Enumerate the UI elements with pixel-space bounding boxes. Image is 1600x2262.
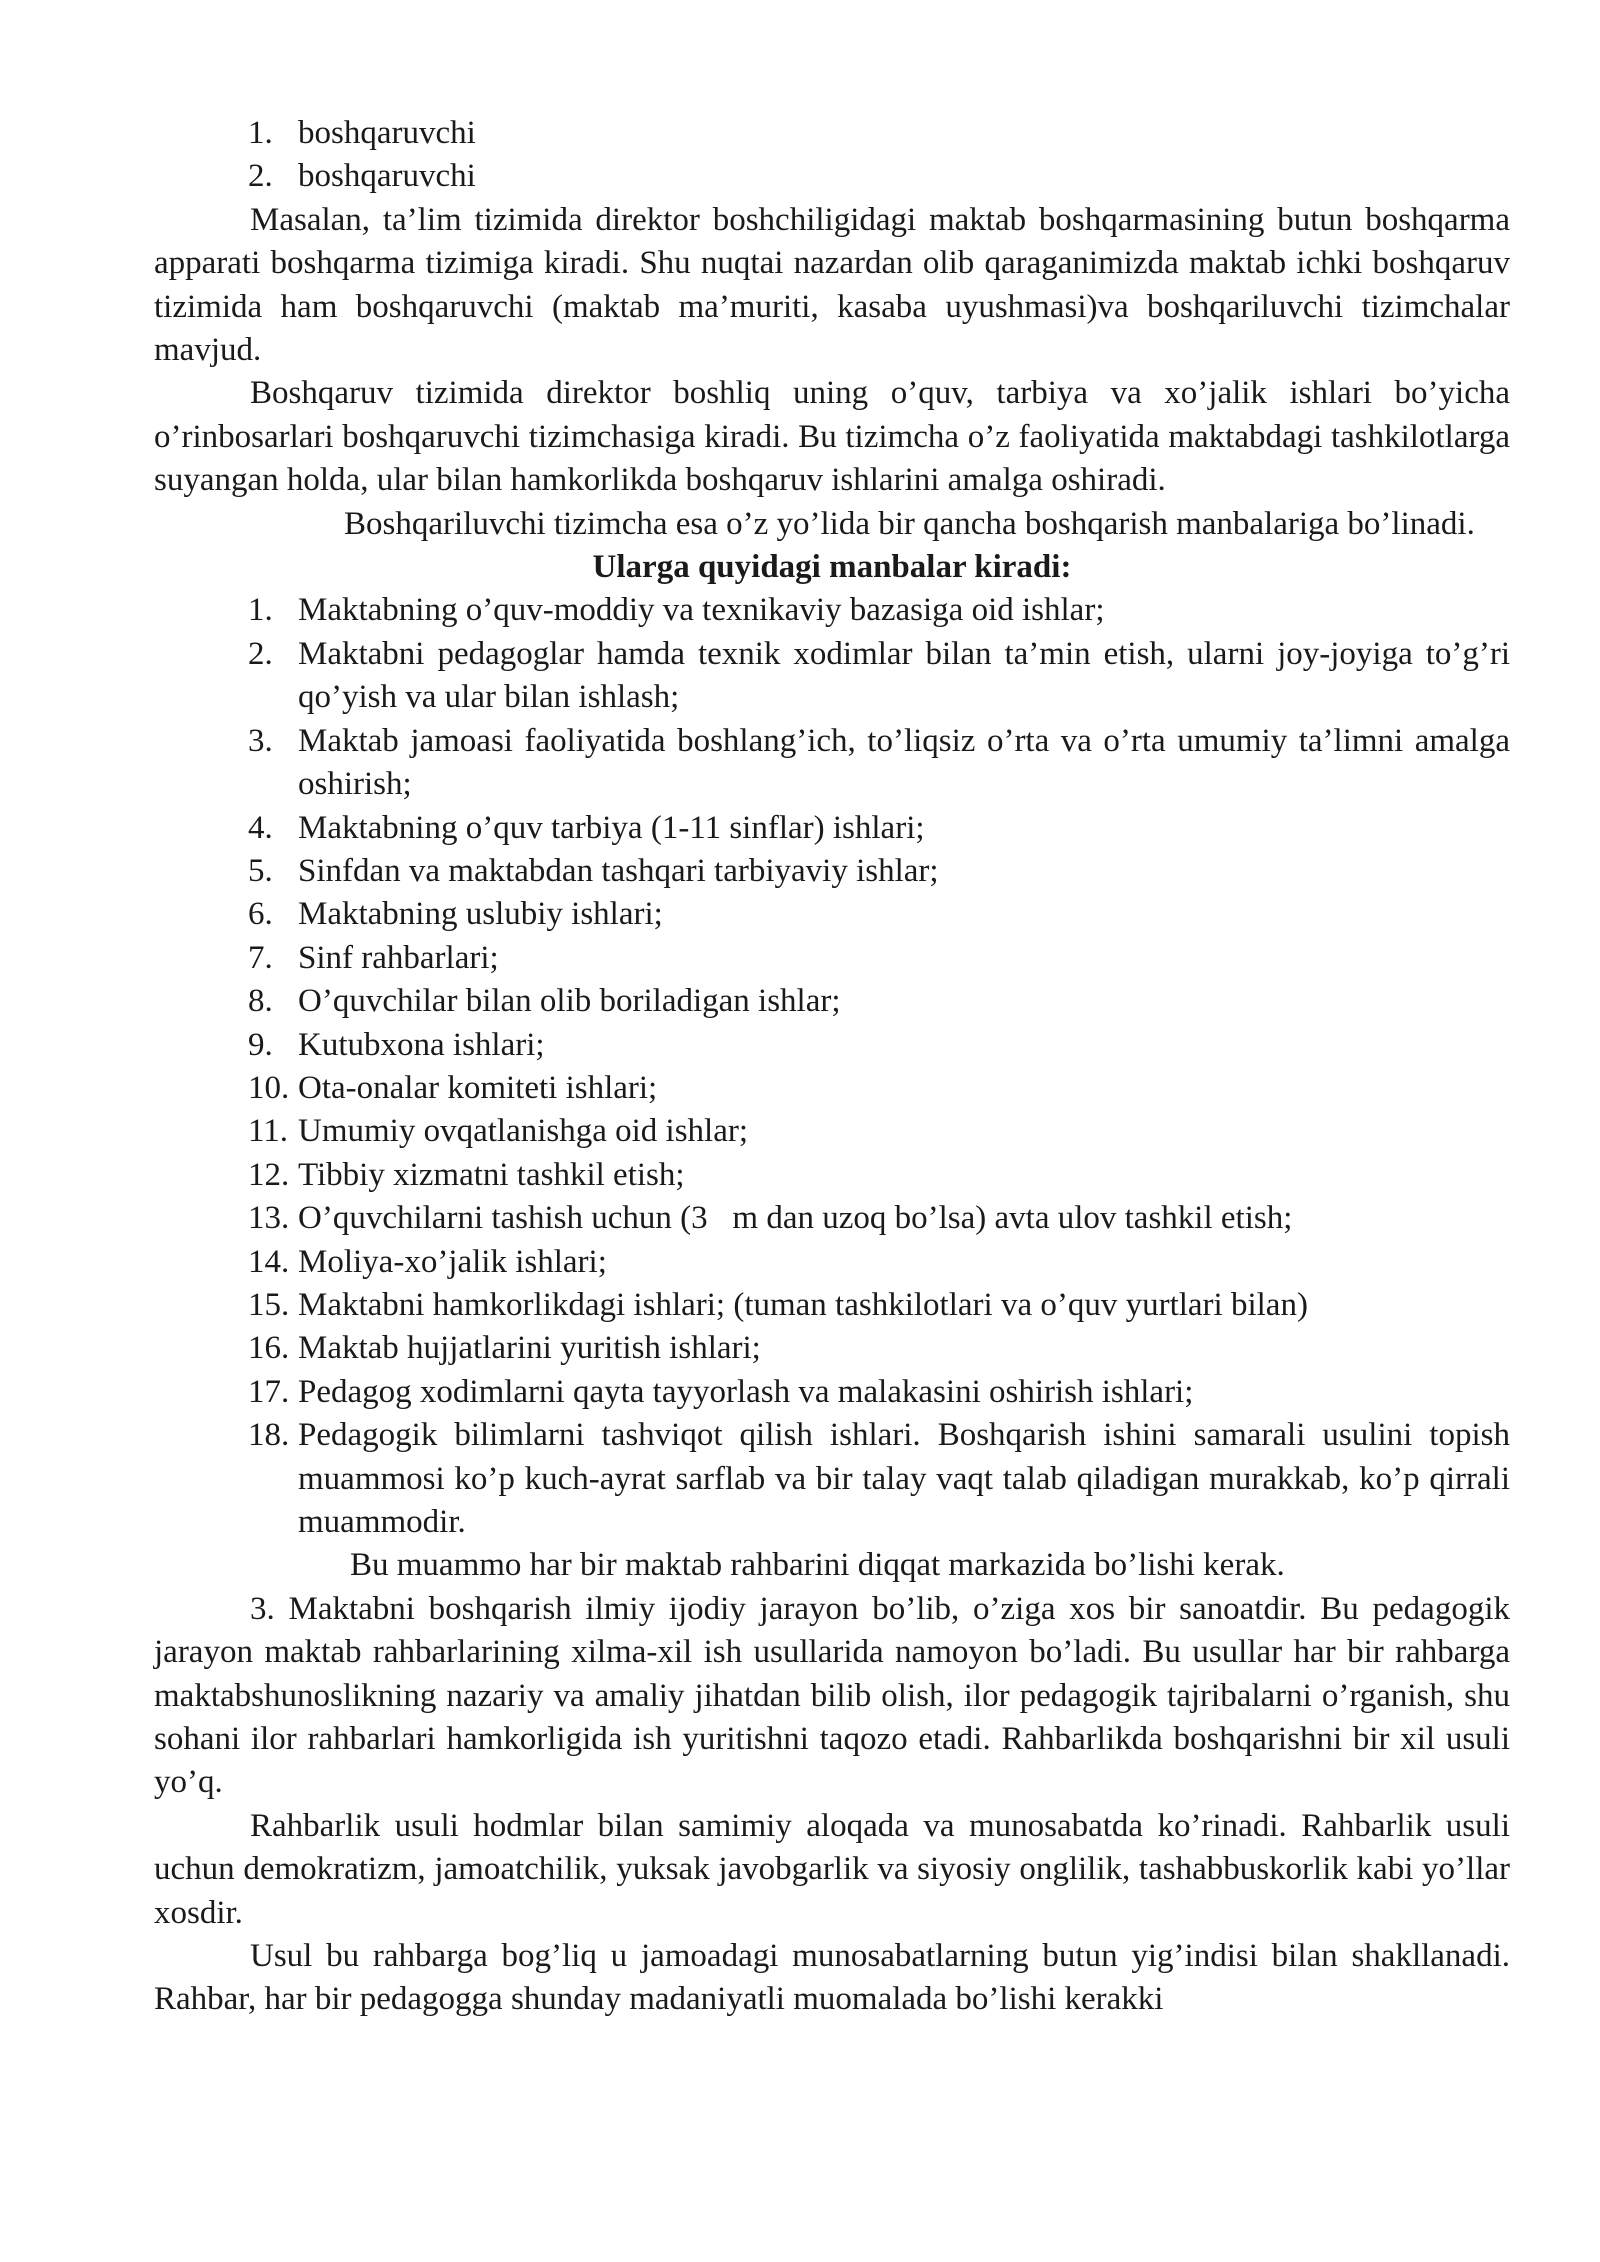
list-item: [154, 1024, 1510, 1067]
list-text: boshqaruvchi: [298, 115, 476, 151]
list-number: 12.: [248, 1156, 290, 1193]
list-number: 16.: [248, 1330, 290, 1367]
list-number: 9.: [248, 1026, 273, 1063]
list-item: [154, 589, 1510, 632]
list-item: [154, 1110, 1510, 1153]
list-number: 14.: [248, 1243, 290, 1280]
list-item: [154, 155, 1510, 198]
list-number: 8.: [248, 983, 273, 1020]
list-item: [154, 1371, 1510, 1414]
list-number: 1.: [248, 115, 273, 151]
list-number: 1.: [248, 592, 273, 629]
list-text: Maktabning uslubiy ishlari;: [298, 896, 663, 933]
list-item: [154, 1241, 1510, 1284]
paragraph: Boshqaruv tizimida direktor boshliq uning o’quv, tarbiya va xo’jalik ishlari bo’yicha o’rinbosarlari boshqaruvchi tizimchasiga kiradi. Bu tizimcha o’z faoliyatida maktabdagi tashkilotlarga suyangan holda, ular bilan hamkorlikda boshqaruv ishlarini amalga oshiradi.: [154, 375, 1510, 499]
list-number: 18.: [248, 1417, 290, 1454]
list-item: [154, 937, 1510, 980]
list-number: 10.: [248, 1069, 290, 1106]
list-item: [154, 1327, 1510, 1370]
list-number: 2.: [248, 635, 273, 672]
section-heading: Ularga quyidagi manbalar kiradi:: [592, 549, 1072, 586]
list-text: O’quvchilarni tashish uchun (3 m dan uzoq bo’lsa) avta ulov tashkil etish;: [298, 1200, 1293, 1237]
list-number: 11.: [248, 1113, 289, 1150]
list-text: Tibbiy xizmatni tashkil etish;: [298, 1156, 685, 1193]
list-number: 7.: [248, 939, 273, 976]
list-number: 6.: [248, 896, 273, 933]
paragraph: Usul bu rahbarga bog’liq u jamoadagi munosabatlarning butun yig’indisi bilan shakllanadi. Rahbar, har bir pedagogga shunday madaniyatli muomalada bo’lishi kerakki: [154, 1938, 1510, 2018]
list-text: Pedagog xodimlarni qayta tayyorlash va malakasini oshirish ishlari;: [298, 1373, 1194, 1410]
list-text: Maktabni hamkorlikdagi ishlari; (tuman tashkilotlari va o’quv yurtlari bilan): [298, 1286, 1308, 1323]
document-page: [154, 112, 1510, 2022]
list-item: [154, 893, 1510, 936]
list-text: Ota-onalar komiteti ishlari;: [298, 1069, 658, 1106]
list-number: 4.: [248, 809, 273, 846]
emphasis-line: Bu muammo har bir maktab rahbarini diqqat markazida bo’lishi kerak.: [350, 1547, 1285, 1584]
sources-list: [154, 589, 1510, 1544]
list-text: boshqaruvchi: [298, 158, 476, 195]
paragraph: Masalan, ta’lim tizimida direktor boshchiligidagi maktab boshqarmasining butun boshqarma apparati boshqarma tizimiga kiradi. Shu nuqtai nazardan olib qaraganimizda maktab ichki boshqaruv tizimida ham boshqaruvchi (maktab ma’muriti, kasaba uyushmasi)va boshqariluvchi tizimchalar mavjud.: [154, 201, 1510, 369]
list-text: Umumiy ovqatlanishga oid ishlar;: [298, 1113, 749, 1150]
list-text: Maktab hujjatlarini yuritish ishlari;: [298, 1330, 761, 1367]
paragraph: Rahbarlik usuli hodmlar bilan samimiy aloqada va munosabatda ko’rinadi. Rahbarlik usuli uchun demokratizm, jamoatchilik, yuksak javobgarlik va siyosiy onglilik, tashabbuskorlik kabi yo’llar xosdir.: [154, 1807, 1510, 1931]
list-item: [154, 1154, 1510, 1197]
list-item: [154, 807, 1510, 850]
list-item: [154, 980, 1510, 1023]
list-text: Sinfdan va maktabdan tashqari tarbiyaviy ishlar;: [298, 852, 939, 889]
list-item: [154, 1284, 1510, 1327]
list-item: [154, 850, 1510, 893]
list-text: Maktab jamoasi faoliyatida boshlang’ich, to’liqsiz o’rta va o’rta umumiy ta’limni amalga oshirish;: [298, 722, 1510, 803]
list-number: 15.: [248, 1286, 290, 1323]
list-text: Maktabning o’quv-moddiy va texnikaviy bazasiga oid ishlar;: [298, 592, 1105, 629]
list-item: [154, 720, 1510, 807]
list-number: 13.: [248, 1200, 290, 1237]
list-text: Sinf rahbarlari;: [298, 939, 499, 976]
list-text: O’quvchilar bilan olib boriladigan ishlar;: [298, 983, 841, 1020]
list-item: [154, 1197, 1510, 1240]
list-number: 3.: [248, 722, 273, 759]
paragraph: 3. Maktabni boshqarish ilmiy ijodiy jarayon bo’lib, o’ziga xos bir sanoatdir. Bu pedagogik jarayon maktab rahbarlarining xilma-xil ish usullarida namoyon bo’ladi. Bu usullar har bir rahbarga maktabshunoslikning nazariy va amaliy jihatdan bilib olish, ilor pedagogik tajribalarni o’rganish, shu sohani ilor rahbarlari hamkorligida ish yuritishni taqozo etadi. Rahbarlikda boshqarishni bir xil usuli yo’q.: [154, 1590, 1510, 1801]
list-text: Maktabni pedagoglar hamda texnik xodimlar bilan ta’min etish, ularni joy-joyiga to’g’ri qo’yish va ular bilan ishlash;: [298, 635, 1510, 716]
list-number: 17.: [248, 1373, 290, 1410]
list-text: Pedagogik bilimlarni tashviqot qilish ishlari. Boshqarish ishini samarali usulini topish muammosi ko’p kuch-ayrat sarflab va bir talay vaqt talab qiladigan murakkab, ko’p qirrali muammodir.: [298, 1417, 1510, 1540]
list-item: [154, 1067, 1510, 1110]
list-number: 2.: [248, 158, 273, 195]
paragraph: Boshqariluvchi tizimcha esa o’z yo’lida bir qancha boshqarish manbalariga bo’linadi.: [344, 505, 1475, 542]
list-text: Maktabning o’quv tarbiya (1-11 sinflar) ishlari;: [298, 809, 925, 846]
list-text: Kutubxona ishlari;: [298, 1026, 545, 1063]
list-item: [154, 633, 1510, 720]
list-item: [154, 112, 1510, 155]
list-item: [154, 1414, 1510, 1544]
top-list: [154, 112, 1510, 199]
list-number: 5.: [248, 852, 273, 889]
list-text: Moliya-xo’jalik ishlari;: [298, 1243, 607, 1280]
